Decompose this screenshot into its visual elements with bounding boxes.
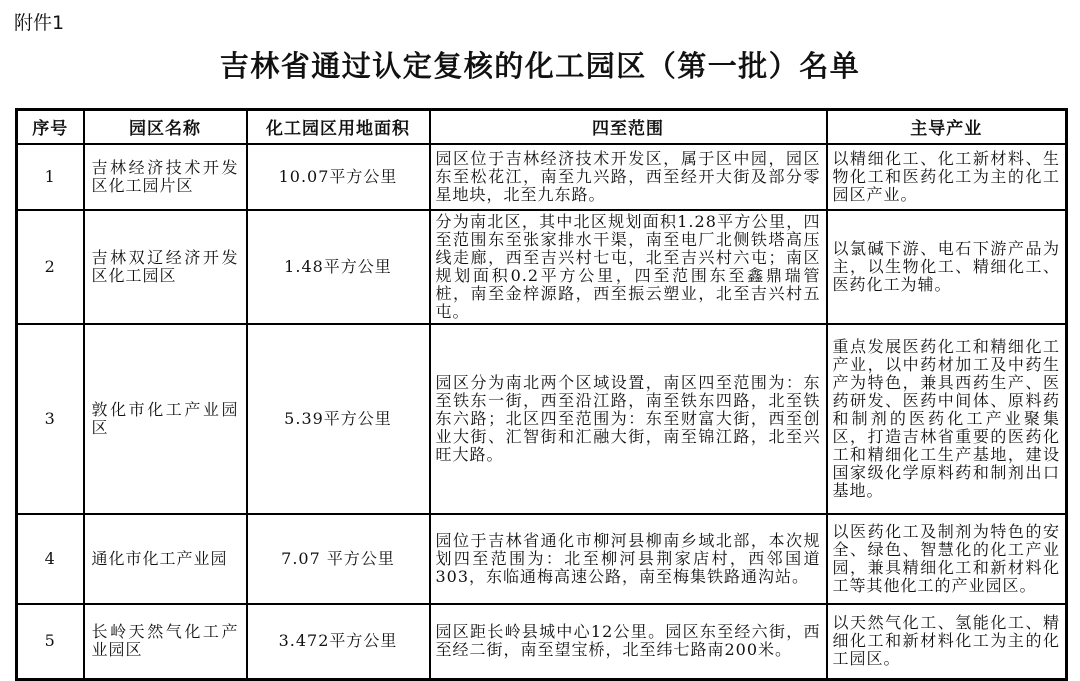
cell-leading-industry: 以氯碱下游、电石下游产品为主，以生物化工、精细化工、医药化工为辅。: [827, 210, 1067, 324]
cell-park-name: 通化市化工产业园: [84, 514, 247, 604]
cell-land-area: 3.472平方公里: [247, 604, 430, 680]
cell-boundary: 园位于吉林省通化市柳河县柳南乡域北部，本次规划四至范围为：北至柳河县荆家店村，西邻国道303，东临通梅高速公路，南至梅集铁路通沟站。: [430, 514, 827, 604]
parks-table: [15, 108, 1068, 681]
table-row: [17, 144, 1067, 210]
col-header-index: 序号: [17, 110, 84, 144]
cell-park-name: 吉林经济技术开发区化工园片区: [84, 144, 247, 210]
cell-land-area: 5.39平方公里: [247, 324, 430, 514]
table-row: [17, 604, 1067, 680]
cell-land-area: 7.07 平方公里: [247, 514, 430, 604]
cell-land-area: 1.48平方公里: [247, 210, 430, 324]
col-header-park-name: 园区名称: [84, 110, 247, 144]
cell-boundary: 园区距长岭县城中心12公里。园区东至经六街，西至经二街，南至望宝桥，北至纬七路南200米。: [430, 604, 827, 680]
cell-leading-industry: 以医药化工及制剂为特色的安全、绿色、智慧化的化工产业园，兼具精细化工和新材料化工等其他化工的产业园区。: [827, 514, 1067, 604]
cell-boundary: 园区位于吉林经济技术开发区，属于区中园，园区东至松花江，南至九兴路，西至经开大街及部分零星地块，北至九东路。: [430, 144, 827, 210]
col-header-leading-industry: 主导产业: [827, 110, 1067, 144]
cell-leading-industry: 重点发展医药化工和精细化工产业，以中药材加工及中药生产为特色，兼具西药生产、医药研发、医药中间体、原料药和制剂的医药化工产业聚集区，打造吉林省重要的医药化工和精细化工生产基地，建设国家级化学原料药和制剂出口基地。: [827, 324, 1067, 514]
cell-leading-industry: 以精细化工、化工新材料、生物化工和医药化工为主的化工园区产业。: [827, 144, 1067, 210]
cell-boundary: 分为南北区，其中北区规划面积1.28平方公里，四至范围东至张家排水干渠，南至电厂北侧铁塔高压线走廊，西至吉兴村七屯，北至吉兴村六屯；南区规划面积0.2平方公里，四至范围东至鑫鼎瑞管桩，南至金梓源路，西至振云塑业，北至吉兴村五屯。: [430, 210, 827, 324]
cell-index: 3: [17, 324, 84, 514]
cell-index: 1: [17, 144, 84, 210]
cell-index: 4: [17, 514, 84, 604]
cell-leading-industry: 以天然气化工、氢能化工、精细化工和新材料化工为主的化工园区。: [827, 604, 1067, 680]
table-row: [17, 210, 1067, 324]
cell-index: 2: [17, 210, 84, 324]
cell-park-name: 敦化市化工产业园区: [84, 324, 247, 514]
table-header-row: [17, 110, 1067, 144]
cell-boundary: 园区分为南北两个区域设置，南区四至范围为：东至铁东一街，西至沿江路，南至铁东四路，北至铁东六路；北区四至范围为：东至财富大街，西至创业大街、汇智街和汇融大街，南至锦江路，北至兴旺大路。: [430, 324, 827, 514]
col-header-boundary: 四至范围: [430, 110, 827, 144]
page-title: 吉林省通过认定复核的化工园区（第一批）名单: [219, 49, 861, 83]
cell-park-name: 长岭天然气化工产业园区: [84, 604, 247, 680]
attachment-label: 附件1: [14, 12, 65, 34]
cell-park-name: 吉林双辽经济开发区化工园区: [84, 210, 247, 324]
cell-index: 5: [17, 604, 84, 680]
cell-land-area: 10.07平方公里: [247, 144, 430, 210]
col-header-land-area: 化工园区用地面积: [247, 110, 430, 144]
table-row: [17, 324, 1067, 514]
table-row: [17, 514, 1067, 604]
